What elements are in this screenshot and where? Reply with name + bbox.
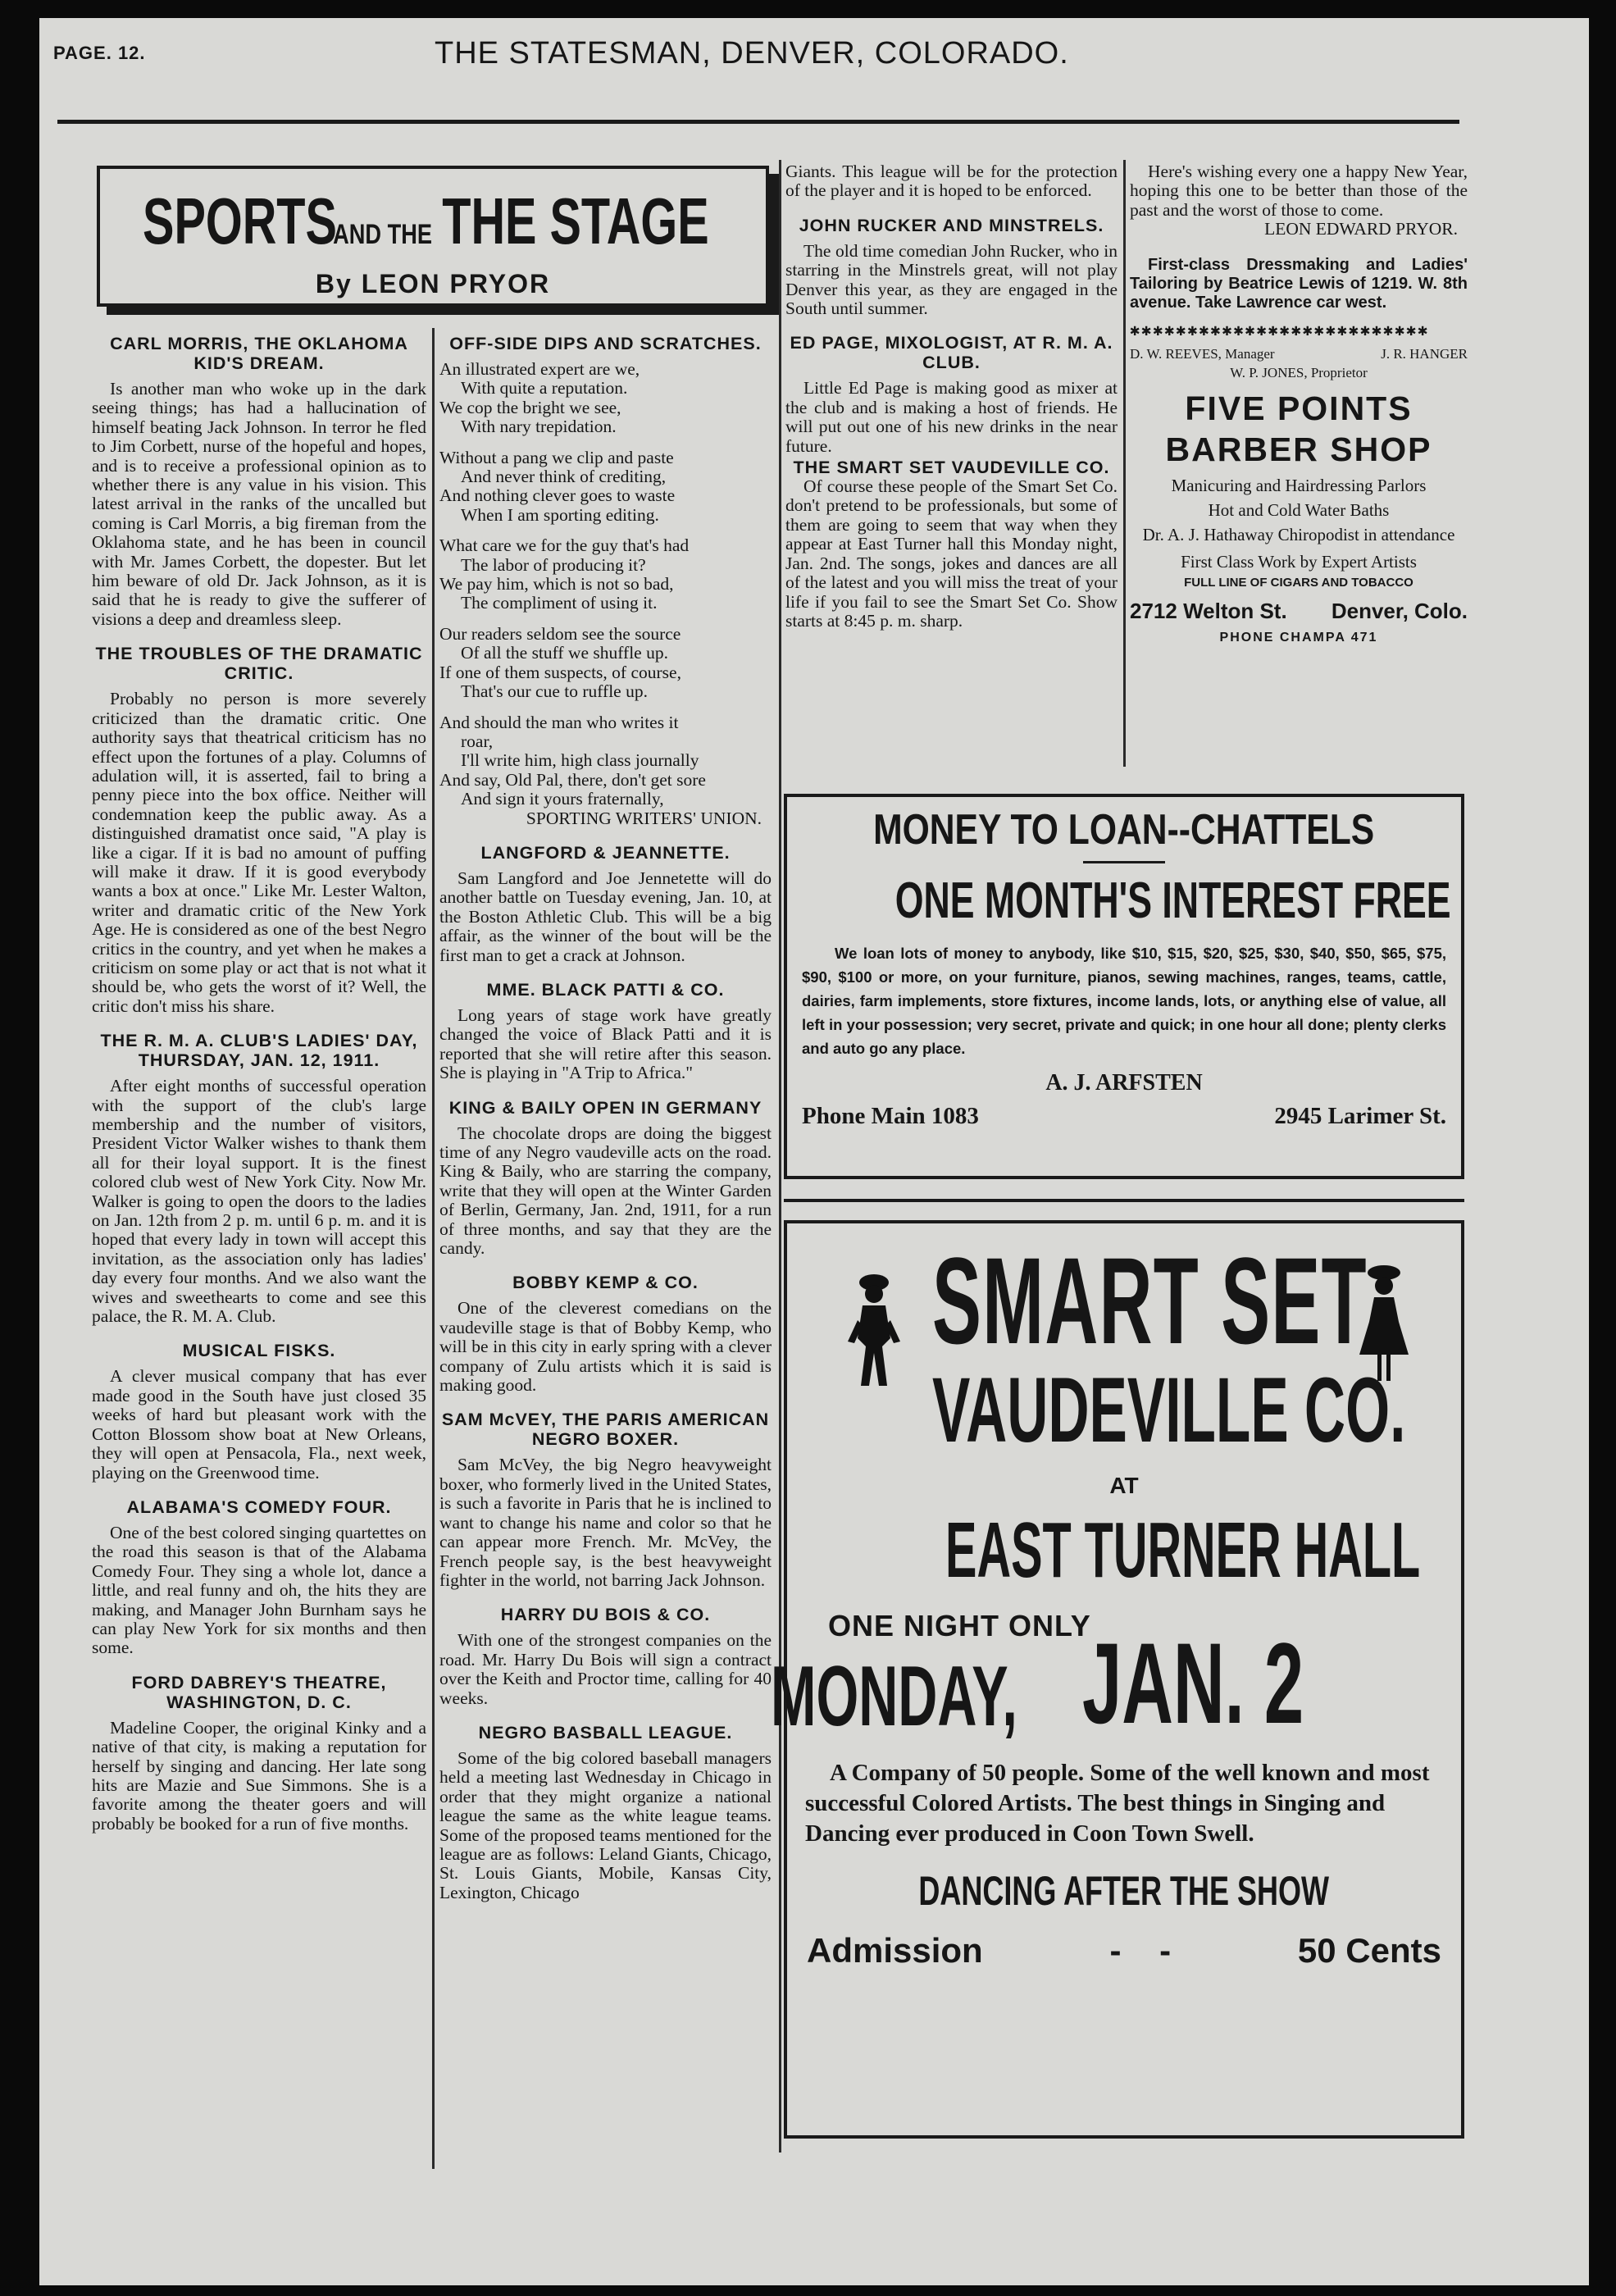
- article-body: Giants. This league will be for the protection of the player and it is hoped to be enforced.: [785, 162, 1118, 201]
- poem-line: [439, 525, 772, 536]
- poem-line: We pay him, which is not so bad,: [439, 574, 674, 594]
- article-heading: NEGRO BASBALL LEAGUE.: [478, 1722, 733, 1742]
- column-divider: [432, 328, 435, 2169]
- banner-sports: SPORTS: [143, 184, 337, 257]
- poem-line: Of all the stuff we shuffle up.: [461, 643, 668, 663]
- dancing-after-show-text: DANCING AFTER THE SHOW: [918, 1868, 1330, 1914]
- newspaper-title: THE STATESMAN, DENVER, COLORADO.: [435, 36, 1069, 71]
- loan-subtitle-text: ONE MONTH'S INTEREST FREE: [894, 872, 1451, 929]
- article-body: Probably no person is more severely criticized than the dramatic critic. One authority says that theatrical criticism has no effect upon the fortunes of a play. Columns of adulation will, it is asserted, fail to bring a penny piece into the box office. Neither will condemnation keep the public away. As a distinguished dramatist once said, "A play is like a cigar. If it is bad no amount of puffing will make it draw. If it is good everybody wants a box at once." Like Mr. Lester Walton, writer and dramatic critic of the New York Age. He is considered as one of the best Negro critics in the country, and yet when he makes a criticism on some play or act that is not what it should be, who gets the worst of it? Well, the critic don't miss his share.: [92, 689, 426, 1016]
- article-harry-du-bois: [439, 1605, 772, 1708]
- column-3: [785, 162, 1118, 645]
- banner-the-stage: THE STAGE: [442, 184, 709, 257]
- article-black-patti: [439, 980, 772, 1083]
- article-body: After eight months of successful operation with the support of the club's large membership and the number of visitors, President Victor Walker wishes to thank them all for their loyal support. It is the finest colored club west of New York City. Now Mr. Walker is going to open the doors to the ladies on Jan. 12th from 2 p. m. until 6 p. m. and it is hoped that every lady in town will accept this invitation, as the association only has ladies' day every four months. And we also want the wives and sweethearts to come and see this palace, the R. M. A. Club.: [92, 1076, 426, 1327]
- page-number: PAGE. 12.: [53, 43, 146, 63]
- barber-line: FULL LINE OF CIGARS AND TOBACCO: [1184, 575, 1413, 590]
- article-body: The old time comedian John Rucker, who in starring in the Minstrels great, will not play Denver this year, as they are engaged in the South until summer.: [785, 240, 1118, 319]
- poem-line: That's our cue to ruffle up.: [461, 681, 648, 702]
- loan-address: 2945 Larimer St.: [1274, 1103, 1446, 1129]
- loan-subtitle: [787, 872, 1461, 930]
- article-king-baily: [439, 1098, 772, 1259]
- banner-byline: By LEON PRYOR: [315, 269, 551, 298]
- poem-line: An illustrated expert are we,: [439, 359, 640, 379]
- article-body: Little Ed Page is making good as mixer at the club and is making a host of friends. He will put out one of his new drinks in the near future.: [785, 378, 1118, 456]
- article-heading: FORD DABREY'S THEATRE, WASHINGTON, D. C.: [131, 1672, 387, 1712]
- barber-proprietor: W. P. JONES, Proprietor: [1230, 365, 1368, 381]
- article-heading: SAM McVEY, THE PARIS AMERICAN NEGRO BOXER.: [441, 1410, 770, 1450]
- poem-line: And should the man who writes it: [439, 712, 679, 732]
- jan-2-text: JAN. 2: [1082, 1619, 1304, 1747]
- greeting-signature: LEON EDWARD PRYOR.: [1264, 219, 1458, 239]
- barber-line: Hot and Cold Water Baths: [1208, 499, 1390, 520]
- article-heading: BOBBY KEMP & CO.: [512, 1273, 699, 1293]
- loan-title-text: MONEY TO LOAN--CHATTELS: [873, 806, 1375, 854]
- article-john-rucker: [785, 216, 1118, 319]
- article-body: The chocolate drops are doing the biggest time of any Negro vaudeville acts on the road. King & Baily, who are starring the company, write that they will open at the Winter Garden of Berlin, Germany, Jan. 2nd, 1911, for a run of three months, and say that they are the candy.: [439, 1123, 772, 1259]
- loan-body: We loan lots of money to anybody, like $10, $15, $20, $25, $30, $40, $50, $65, $75, $90, $100 or more, on your furniture, pianos, sewing machines, ranges, teams, cattle, dairies, farm implements, store fixtures, income lands, lots, or anything else of value, all left in your possession; very secret, private and quick; in one hour all done; plenty clerks and auto go any place.: [802, 945, 1446, 1057]
- article-heading: KING & BAILY OPEN IN GERMANY: [448, 1097, 762, 1118]
- barber-line: Manicuring and Hairdressing Parlors: [1171, 475, 1427, 495]
- banner-and-the: AND THE: [333, 219, 432, 250]
- article-body: With one of the strongest companies on the road. Mr. Harry Du Bois will sign a contract over the Keith and Proctor time, calling for 40 weeks.: [439, 1630, 772, 1708]
- poem-line: And say, Old Pal, there, don't get sore: [439, 769, 706, 790]
- admission-dashes: - -: [1109, 1931, 1172, 1970]
- east-turner-hall: EAST TURNER HALL: [945, 1506, 1421, 1594]
- smart-set-body: A Company of 50 people. Some of the well known and most successful Colored Artists. The best things in Singing and Dancing ever produced in Coon Town Swell.: [805, 1760, 1430, 1847]
- article-ford-dabrey: [92, 1673, 426, 1834]
- article-dramatic-critic: [92, 644, 426, 1016]
- article-negro-baseball-league: [439, 1723, 772, 1902]
- poem-line: If one of them suspects, of course,: [439, 662, 681, 682]
- ad-divider: [784, 1199, 1464, 1202]
- article-carl-morris: [92, 334, 426, 629]
- ornament-rule: ✱✱✱✱✱✱✱✱✱✱✱✱✱✱✱✱✱✱✱✱✱✱✱✱✱✱: [1130, 320, 1430, 339]
- tailoring-notice: First-class Dressmaking and Ladies' Tailoring by Beatrice Lewis of 1219. W. 8th avenue. Take Lawrence car west.: [1130, 255, 1468, 312]
- poem-line: And never think of crediting,: [461, 467, 667, 487]
- loan-contact: [787, 1096, 1461, 1130]
- barber-street: 2712 Welton St.: [1130, 599, 1287, 624]
- loan-phone: Phone Main 1083: [802, 1103, 979, 1129]
- new-year-greeting: Here's wishing every one a happy New Year, hoping this one to be better than those of the past and the worst of those to come.: [1130, 162, 1468, 220]
- poem-line: roar,: [461, 731, 494, 751]
- article-heading: THE TROUBLES OF THE DRAMATIC CRITIC.: [95, 644, 423, 684]
- article-musical-fisks: [92, 1341, 426, 1482]
- article-body: Sam Langford and Joe Jennetette will do another battle on Tuesday evening, Jan. 10, at the Boston Athletic Club. This will be a big affair, as the winner of the bout will be the first man to get a crack at Johnson.: [439, 868, 772, 965]
- article-body: Madeline Cooper, the original Kinky and a native of that city, is making a reputation for herself by singing and dancing. Her late song hits are Mazie and Sue Simmons. She is a favorite among the theater goers and will probably be booked for a run of five months.: [92, 1717, 426, 1834]
- poem-line: What care we for the guy that's had: [439, 535, 690, 556]
- article-rma-ladies-day: [92, 1031, 426, 1326]
- loan-ad: [784, 794, 1464, 1179]
- article-body: Of course these people of the Smart Set Co. don't pretend to be professionals, but some of them are going to seem that way when they appear at East Turner hall this Monday night, Jan. 2nd. The songs, jokes and dances are all of the latest and you will miss the treat of your life if you fail to see the Smart Set Co. Show starts at 8:45 p. m. sharp.: [785, 476, 1118, 631]
- article-langford-jeannette: [439, 843, 772, 965]
- poem-line: With nary trepidation.: [461, 417, 617, 437]
- article-heading: JOHN RUCKER AND MINSTRELS.: [799, 215, 1104, 235]
- barber-line: First Class Work by Expert Artists: [1181, 551, 1417, 572]
- article-body: Some of the big colored baseball managers held a meeting last Wednesday in Chicago in order that they might organize a national league the same as the white league teams. Some of the proposed teams mentioned for the league are as follows: Leland Giants, Chicago, St. Louis Giants, Mobile, Kansas City, Lexington, Chicago: [439, 1747, 772, 1902]
- barber-city: Denver, Colo.: [1331, 599, 1468, 624]
- article-heading: THE R. M. A. CLUB'S LADIES' DAY, THURSDAY, JAN. 12, 1911.: [100, 1031, 418, 1071]
- article-heading: THE SMART SET VAUDEVILLE CO.: [793, 458, 1110, 478]
- poem: [439, 360, 772, 809]
- masthead: [49, 31, 1468, 89]
- poem-line: The labor of producing it?: [461, 554, 646, 575]
- poem-line: Without a pang we clip and paste: [439, 447, 674, 467]
- article-smart-set: [785, 458, 1118, 631]
- vaudeville-co: VAUDEVILLE CO.: [931, 1359, 1406, 1461]
- dancer-figure-icon: [846, 1271, 902, 1394]
- article-body: One of the cleverest comedians on the vaudeville stage is that of Bobby Kemp, who will be in this city in early spring with a clever company of Zulu artists which it is said is making good.: [439, 1298, 772, 1396]
- manager-left: D. W. REEVES, Manager: [1130, 346, 1275, 362]
- article-sam-mcvey: [439, 1410, 772, 1590]
- article-body: A clever musical company that has ever made good in the South have just closed 35 weeks of hard but pleasant work with the Cotton Blossom show boat at New Orleans, they will open at Pensacola, Fla., next week, playing on the Greenwood time.: [92, 1366, 426, 1483]
- poem-signature: SPORTING WRITERS' UNION.: [526, 808, 762, 828]
- article-body: Is another man who woke up in the dark seeing things; has had a hallucination of himself beating Jack Johnson. In terror he fled to Jim Corbett, nurse of the hopeful and hopes, and is to receive a professional opinion as to whether there is any value in his vision. This latest arrival in the ranks of the uncalled but coming is Carl Morris, a big fireman from the Oklahoma state, and he has been in council with Mr. James Corbett, the dopester. But let him beware of old Dr. Jack Johnson, as it is said that he is ready to give the sufferer of visions a deep and dreamless sleep.: [92, 379, 426, 629]
- article-heading: LANGFORD & JEANNETTE.: [480, 842, 731, 863]
- column-divider: [779, 160, 781, 2152]
- loan-rule: [1083, 861, 1165, 863]
- loan-title: [787, 805, 1461, 854]
- barber-name-1: FIVE POINTS: [1185, 389, 1413, 427]
- article-heading: OFF-SIDE DIPS AND SCRATCHES.: [449, 334, 762, 353]
- poem-line: [439, 613, 772, 625]
- barber-name-2: BARBER SHOP: [1165, 430, 1432, 468]
- article-heading: HARRY DU BOIS & CO.: [500, 1605, 711, 1625]
- manager-right: J. R. HANGER: [1381, 346, 1468, 362]
- sports-stage-banner: [97, 166, 769, 307]
- monday-text: MONDAY,: [771, 1649, 1017, 1744]
- barber-shop-ad: [1130, 344, 1468, 647]
- admission-line: [787, 1915, 1461, 1970]
- poem-line: We cop the bright we see,: [439, 397, 621, 417]
- article-body: Long years of stage work have greatly changed the voice of Black Patti and it is reported that she will retire after this season. She is playing in "A Trip to Africa.": [439, 1004, 772, 1083]
- masthead-rule: [57, 120, 1459, 124]
- article-body: Sam McVey, the big Negro heavyweight boxer, who formerly lived in the United States, is such a favorite in Paris that he is inclined to want to change his name and color so that he can appear more French. Mr. McVey, the French people say, is the best heavyweight fighter in the world, not barring Jack Johnson.: [439, 1455, 772, 1590]
- smart-set-line: [787, 1507, 1461, 1594]
- article-ed-page: [785, 333, 1118, 456]
- column-4: [1130, 162, 1468, 647]
- poem-line: [439, 437, 772, 449]
- column-1: [92, 334, 426, 1848]
- poem-line: Our readers seldom see the source: [439, 623, 681, 644]
- article-heading: ALABAMA'S COMEDY FOUR.: [126, 1496, 392, 1517]
- poem-line: And nothing clever goes to waste: [439, 485, 676, 506]
- article-heading: ED PAGE, MIXOLOGIST, AT R. M. A. CLUB.: [790, 333, 1113, 373]
- poem-line: With quite a reputation.: [461, 378, 628, 399]
- smart-set-title: SMART SET: [931, 1232, 1368, 1369]
- one-night-only: ONE NIGHT ONLY: [828, 1609, 1091, 1642]
- article-heading: MME. BLACK PATTI & CO.: [486, 979, 725, 1000]
- poem-line: The compliment of using it.: [461, 593, 658, 613]
- loan-name: A. J. ARFSTEN: [1045, 1070, 1203, 1096]
- barber-phone: PHONE CHAMPA 471: [1219, 630, 1378, 645]
- column-2: [439, 334, 772, 1917]
- smart-set-ad: [771, 1220, 1464, 2139]
- poem-line: And sign it yours fraternally,: [461, 789, 664, 809]
- smart-set-at: AT: [1109, 1473, 1139, 1498]
- article-alabama-comedy-four: [92, 1497, 426, 1658]
- article-heading: CARL MORRIS, THE OKLAHOMA KID'S DREAM.: [110, 334, 408, 373]
- admission-price: 50 Cents: [1297, 1931, 1441, 1970]
- article-body: One of the best colored singing quartettes on the road this season is that of the Alabama Comedy Four. They sing a whole lot, dance a little, and real funny and oh, the hits they are making, and Manager John Burnham says he can play New York for six months and then some.: [92, 1522, 426, 1658]
- dancing-after-show: [787, 1867, 1461, 1915]
- column-divider: [1123, 160, 1126, 767]
- barber-line: Dr. A. J. Hathaway Chiropodist in attendance: [1142, 524, 1455, 544]
- barber-address: [1130, 599, 1468, 624]
- poem-line: When I am sporting editing.: [461, 504, 659, 525]
- barber-managers: [1130, 344, 1468, 363]
- article-off-side-dips: [439, 334, 772, 828]
- poem-line: [439, 702, 772, 713]
- poem-line: I'll write him, high class journally: [461, 750, 699, 771]
- banner-title: [100, 184, 766, 259]
- article-bobby-kemp: [439, 1273, 772, 1395]
- admission-label: Admission: [807, 1931, 983, 1970]
- article-heading: MUSICAL FISKS.: [182, 1341, 336, 1361]
- article-continuation: [785, 162, 1118, 201]
